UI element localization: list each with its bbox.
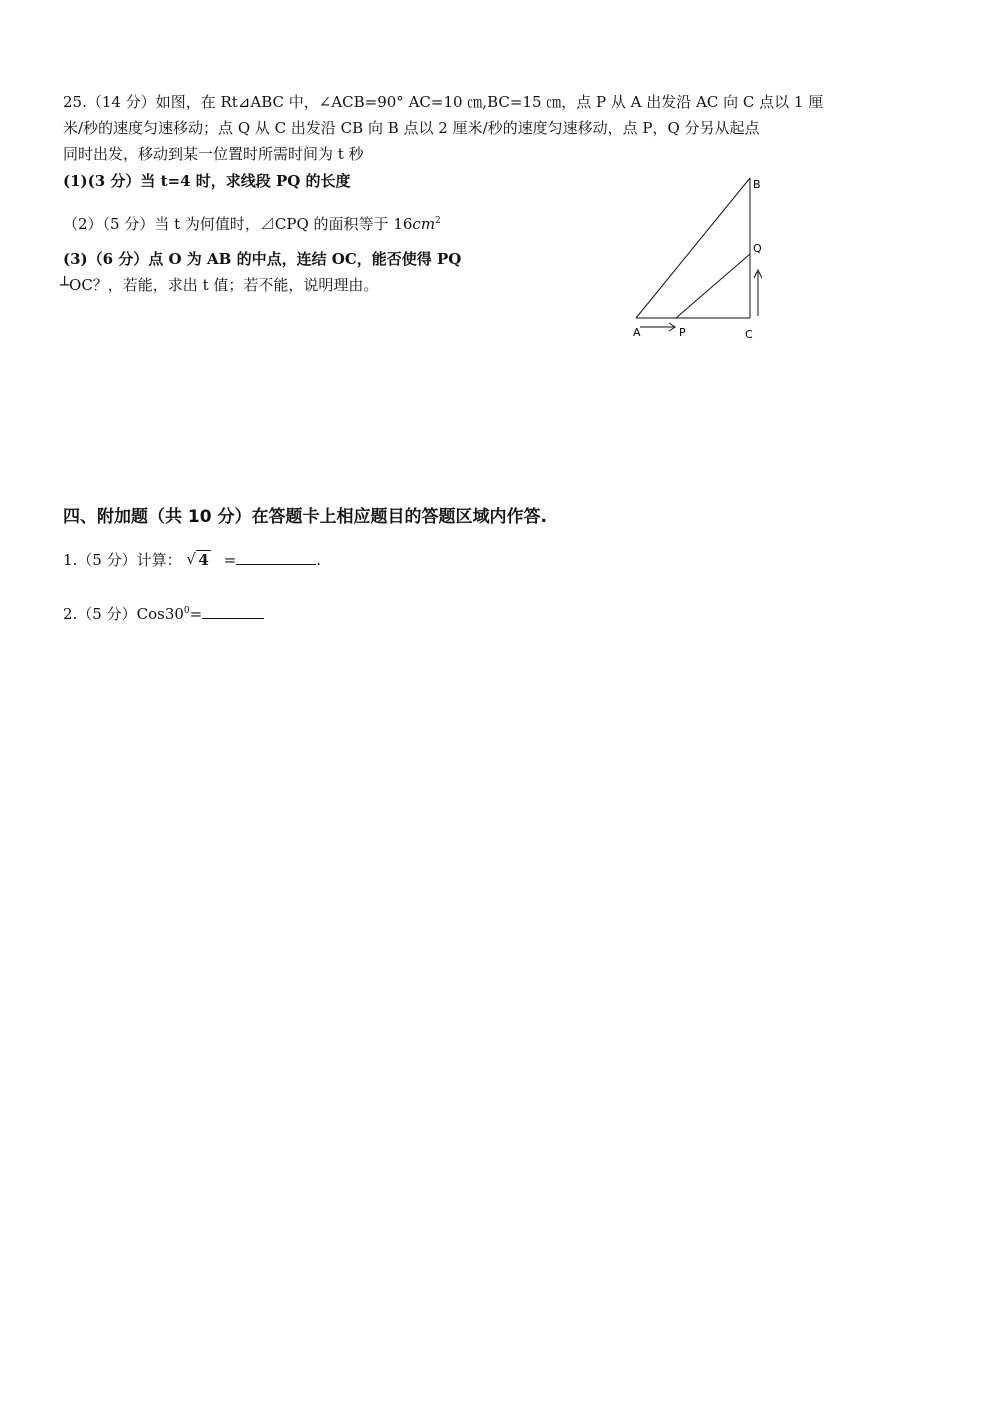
problem-line-3: 同时出发，移动到某一位置时所需时间为 t 秒 xyxy=(63,145,364,163)
label-a: A xyxy=(633,326,641,339)
extra-question-1-prefix: 1.（5 分）计算： xyxy=(63,551,182,569)
sub-question-3-line-1: (3)（6 分）点 O 为 AB 的中点，连结 OC，能否使得 PQ xyxy=(63,250,462,268)
arrow-q-direction xyxy=(754,270,762,316)
label-b: B xyxy=(753,178,761,191)
problem-line-2: 米/秒的速度匀速移动；点 Q 从 C 出发沿 CB 向 B 点以 2 厘米/秒的速度匀速移动，点 P，Q 分另从起点 xyxy=(63,119,760,137)
problem-line-1: 25.（14 分）如图，在 Rt⊿ABC 中，∠ACB=90° AC=10 ㎝,BC=15 ㎝，点 P 从 A 出发沿 AC 向 C 点以 1 厘 xyxy=(63,93,824,111)
sub-question-3-line-2: ┴OC？，若能，求出 t 值；若不能，说明理由。 xyxy=(60,276,379,294)
unit-cm: cm xyxy=(412,215,436,233)
equals-sign: = xyxy=(223,551,237,569)
label-p: P xyxy=(679,326,686,339)
answer-blank-2[interactable] xyxy=(202,618,264,619)
segment-pq xyxy=(676,254,750,318)
extra-question-2-prefix: 2.（5 分）Cos30 xyxy=(63,605,184,623)
sqrt-expression: √ 4 xyxy=(186,550,209,569)
extra-question-2 xyxy=(63,601,264,624)
sqrt-radicand: 4 xyxy=(198,551,209,569)
sub-question-1: (1)(3 分）当 t=4 时，求线段 PQ 的长度 xyxy=(63,172,351,190)
answer-blank-1[interactable] xyxy=(236,564,316,565)
period: . xyxy=(316,551,321,569)
sub-question-2-text: （2）（5 分）当 t 为何值时，⊿CPQ 的面积等于 16 xyxy=(63,215,413,233)
extra-question-1 xyxy=(63,550,321,570)
label-c: C xyxy=(745,328,753,341)
sub-question-2 xyxy=(63,211,441,234)
section-4-title: 四、附加题（共 10 分）在答题卡上相应题目的答题区域内作答. xyxy=(63,507,547,527)
unit-exponent: 2 xyxy=(435,216,441,226)
label-q: Q xyxy=(753,242,762,255)
equals-sign-2: = xyxy=(189,605,203,623)
degree-exponent: 0 xyxy=(183,606,190,616)
segment-ab xyxy=(636,178,750,318)
arrow-p-direction xyxy=(640,323,675,331)
triangle-figure xyxy=(600,168,780,358)
